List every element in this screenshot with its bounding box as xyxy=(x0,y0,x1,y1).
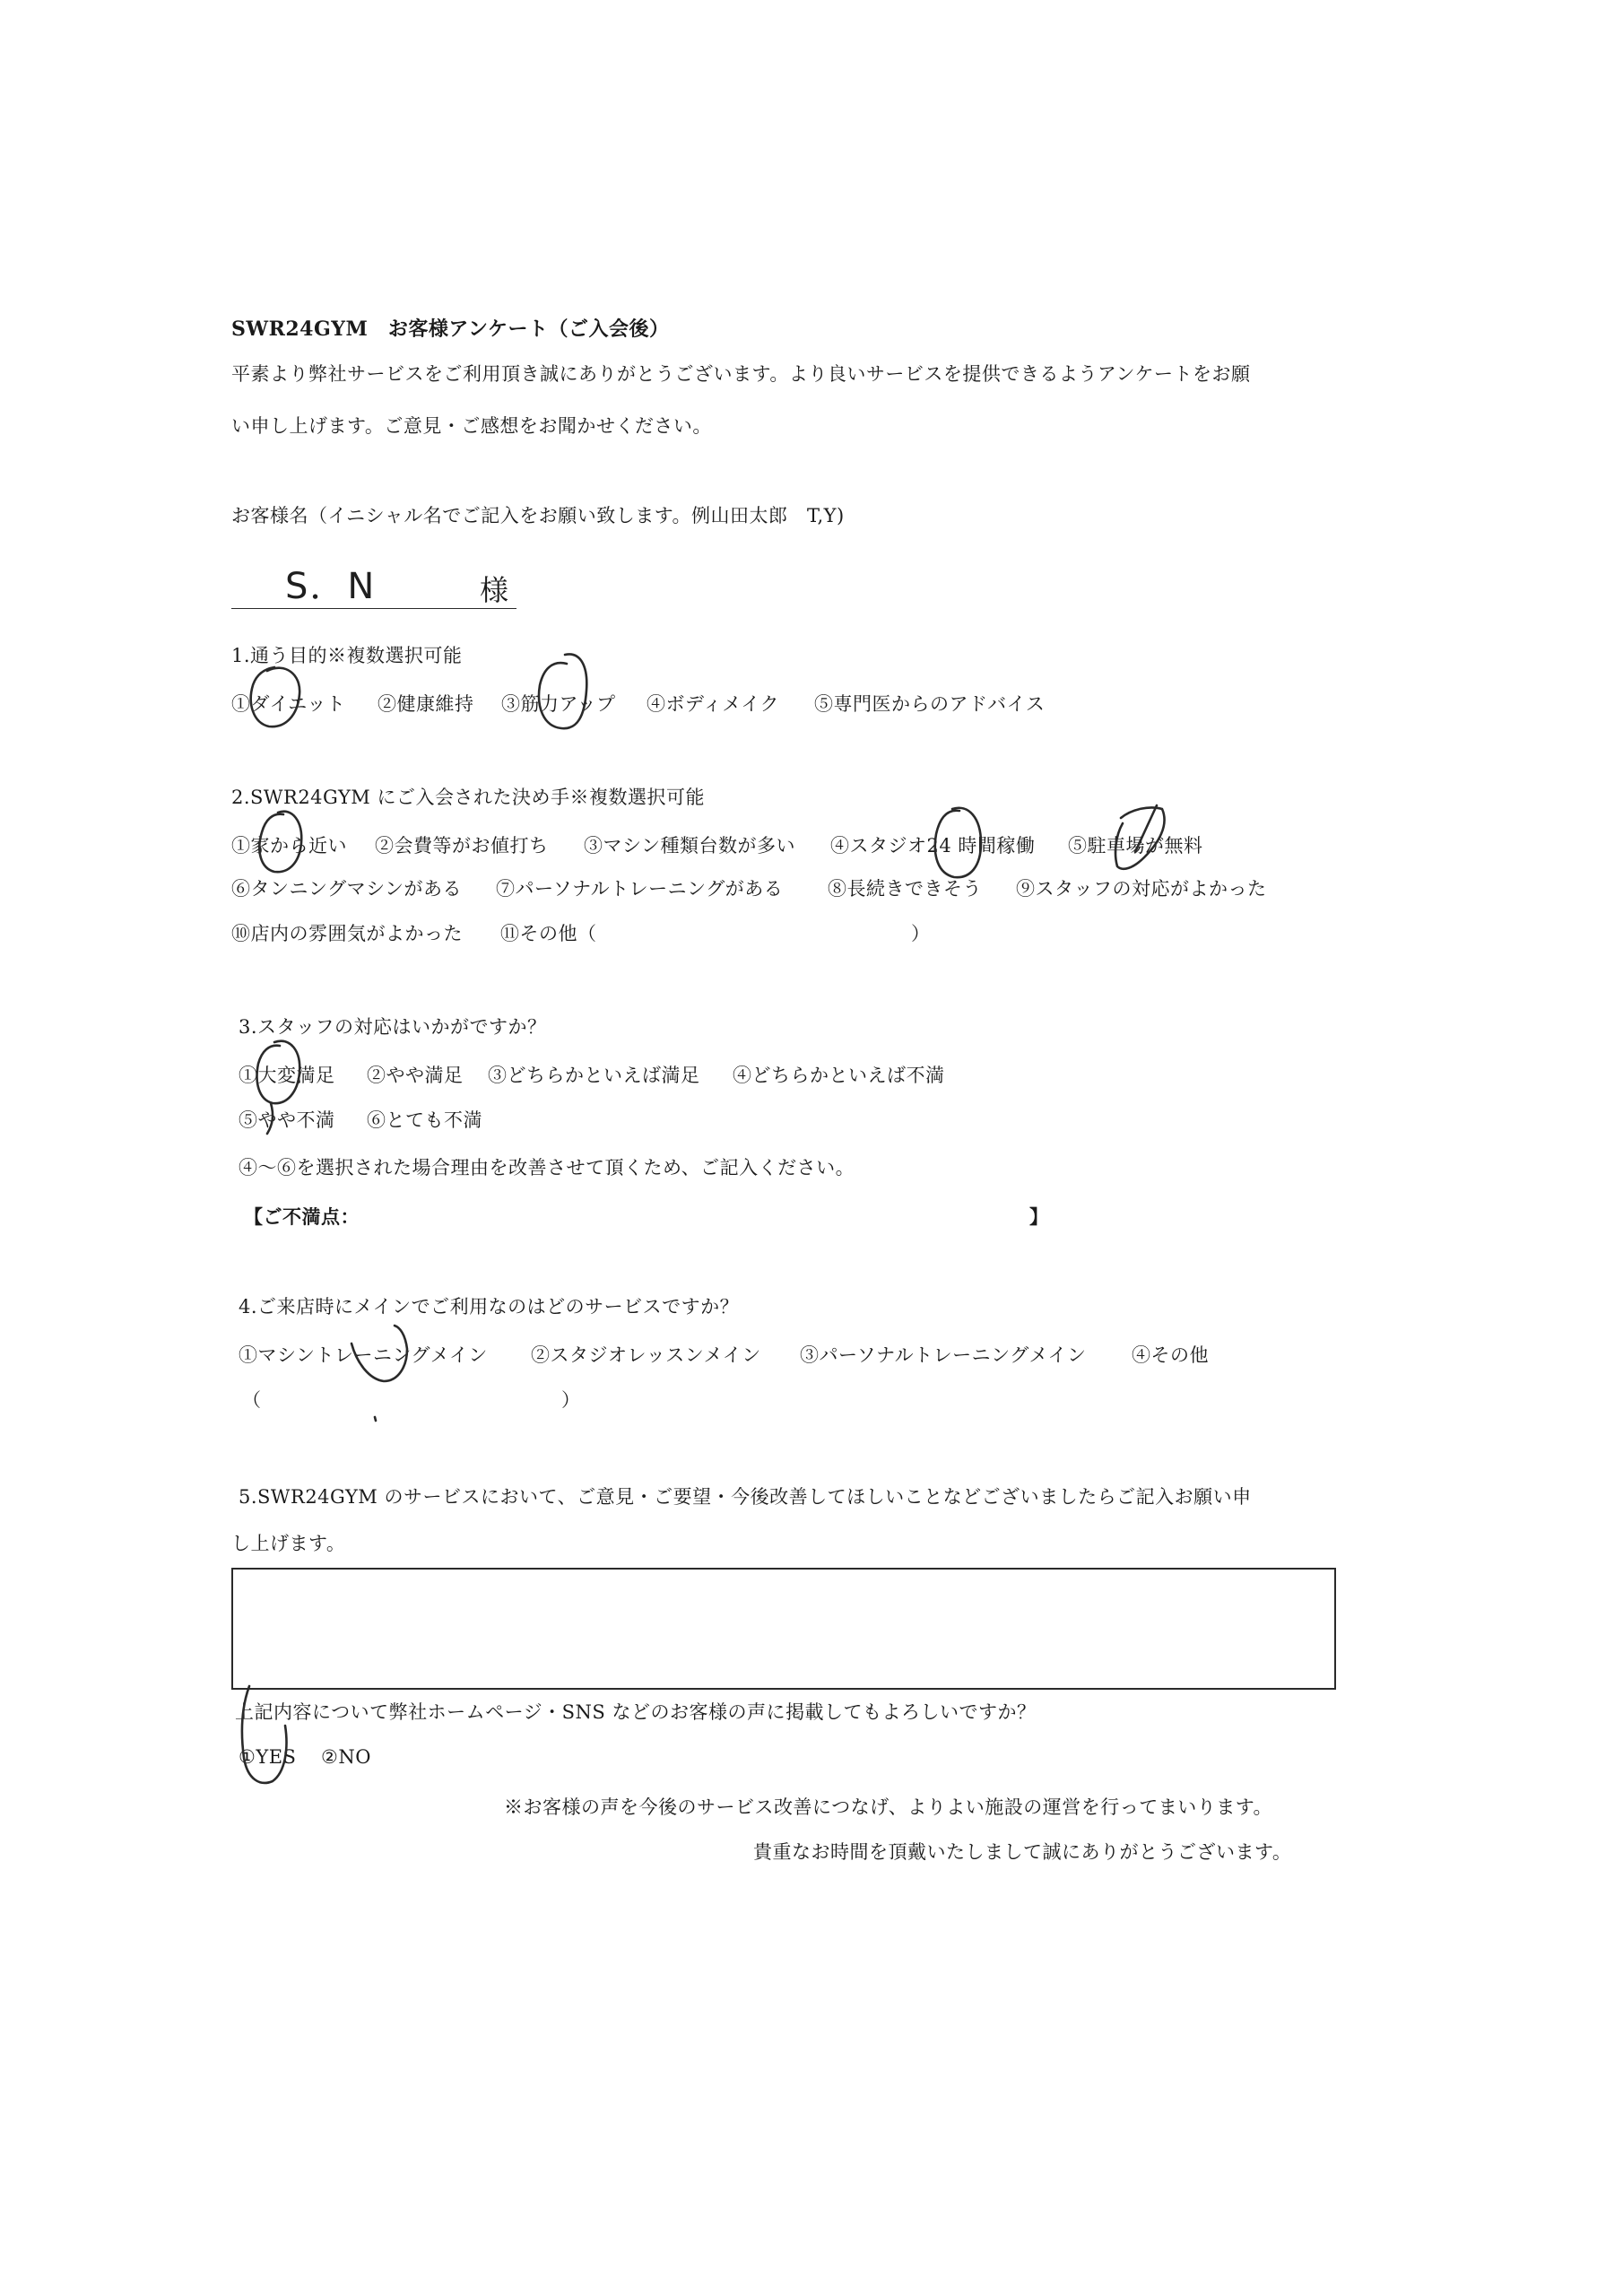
q3-option-5[interactable]: ⑤やや不満 xyxy=(239,1109,335,1131)
q4-option-3[interactable]: ③パーソナルトレーニングメイン xyxy=(800,1344,1087,1366)
q2-option-2[interactable]: ②会費等がお値打ち xyxy=(375,835,549,857)
q4-option-4[interactable]: ④その他 xyxy=(1132,1344,1209,1366)
q3-option-2[interactable]: ②やや満足 xyxy=(367,1065,464,1086)
q2-option-1[interactable]: ①家から近い xyxy=(231,835,347,857)
q2-option-11[interactable]: ⑪その他（ xyxy=(500,923,597,944)
q4-other-close: ） xyxy=(561,1389,581,1411)
consent-yes[interactable]: ①YES xyxy=(239,1746,297,1768)
q1-option-3[interactable]: ③筋力アップ xyxy=(501,693,616,715)
q2-option-8[interactable]: ⑧長続きできそう xyxy=(828,878,982,900)
q3-option-6[interactable]: ⑥とても不満 xyxy=(367,1109,482,1131)
q3-option-3[interactable]: ③どちらかといえば満足 xyxy=(488,1065,700,1086)
q2-row-3 xyxy=(231,920,931,947)
q1-question: 1.通う目的※複数選択可能 xyxy=(231,645,463,666)
q2-option-4[interactable]: ④スタジオ24 時間稼働 xyxy=(830,835,1036,857)
q5-answer-box[interactable] xyxy=(231,1568,1336,1690)
q2-option-5[interactable]: ⑤駐車場が無料 xyxy=(1068,835,1203,857)
consent-no[interactable]: ②NO xyxy=(321,1746,371,1768)
q2-option-9[interactable]: ⑨スタッフの対応がよかった xyxy=(1016,878,1267,900)
q1-option-5[interactable]: ⑤専門医からのアドバイス xyxy=(814,693,1046,715)
q5-question-line-2: し上げます。 xyxy=(231,1533,346,1554)
honorific-sama: 様 xyxy=(480,573,509,607)
q1-options xyxy=(231,691,1045,718)
footer-note-1: ※お客様の声を今後のサービス改善につなげ、よりよい施設の運営を行ってまいります。 xyxy=(504,1796,1273,1818)
faint-mark xyxy=(375,1417,376,1421)
q2-row-2 xyxy=(231,875,1267,902)
intro-line-2: い申し上げます。ご意見・ご感想をお聞かせください。 xyxy=(231,415,712,437)
q4-option-2[interactable]: ②スタジオレッスンメイン xyxy=(531,1344,761,1366)
intro-line-1: 平素より弊社サービスをご利用頂き誠にありがとうございます。より良いサービスを提供できるようアンケートをお願 xyxy=(231,363,1251,385)
handwritten-initials[interactable]: S．N xyxy=(285,566,377,607)
q2-row-1 xyxy=(231,832,1203,859)
footer-note-2: 貴重なお時間を頂戴いたしまして誠にありがとうございます。 xyxy=(753,1841,1292,1863)
q3-option-1[interactable]: ①大変満足 xyxy=(239,1065,335,1086)
q3-option-4[interactable]: ④どちらかといえば不満 xyxy=(733,1065,945,1086)
q2-option-6[interactable]: ⑥タンニングマシンがある xyxy=(231,878,463,900)
q2-option-3[interactable]: ③マシン種類台数が多い xyxy=(584,835,795,857)
q3-row-1 xyxy=(239,1062,945,1089)
q2-option-10[interactable]: ⑩店内の雰囲気がよかった xyxy=(231,923,463,944)
q1-option-1[interactable]: ①ダイエット xyxy=(231,693,346,715)
consent-question: 上記内容について弊社ホームページ・SNS などのお客様の声に掲載してもよろしいですか？ xyxy=(235,1701,1037,1723)
q1-option-2[interactable]: ②健康維持 xyxy=(378,693,474,715)
q4-options xyxy=(239,1342,1209,1369)
q2-question: 2.SWR24GYM にご入会された決め手※複数選択可能 xyxy=(231,787,705,808)
complaint-open: 【ご不満点： xyxy=(244,1205,360,1228)
survey-title: SWR24GYM お客様アンケート（ご入会後） xyxy=(231,317,670,341)
consent-options xyxy=(239,1744,371,1770)
name-label: お客様名（イニシャル名でご記入をお願い致します。例山田太郎 T,Y) xyxy=(231,505,845,526)
q1-option-4[interactable]: ④ボディメイク xyxy=(647,693,779,715)
q3-question: 3.スタッフの対応はいかがですか？ xyxy=(239,1016,547,1038)
q5-question-line-1: 5.SWR24GYM のサービスにおいて、ご意見・ご要望・今後改善してほしいことなどございましたらご記入お願い申 xyxy=(239,1486,1252,1508)
q4-other-open: （ xyxy=(242,1389,262,1411)
q3-note: ④～⑥を選択された場合理由を改善させて頂くため、ご記入ください。 xyxy=(239,1157,855,1178)
complaint-close: 】 xyxy=(1029,1205,1049,1228)
q3-row-2 xyxy=(239,1107,482,1134)
q4-option-1[interactable]: ①マシントレーニングメイン xyxy=(239,1344,488,1366)
q2-other-close: ） xyxy=(911,923,931,944)
q2-option-7[interactable]: ⑦パーソナルトレーニングがある xyxy=(496,878,784,900)
q4-question: 4.ご来店時にメインでご利用なのはどのサービスですか？ xyxy=(239,1296,740,1318)
name-underline xyxy=(231,608,516,609)
